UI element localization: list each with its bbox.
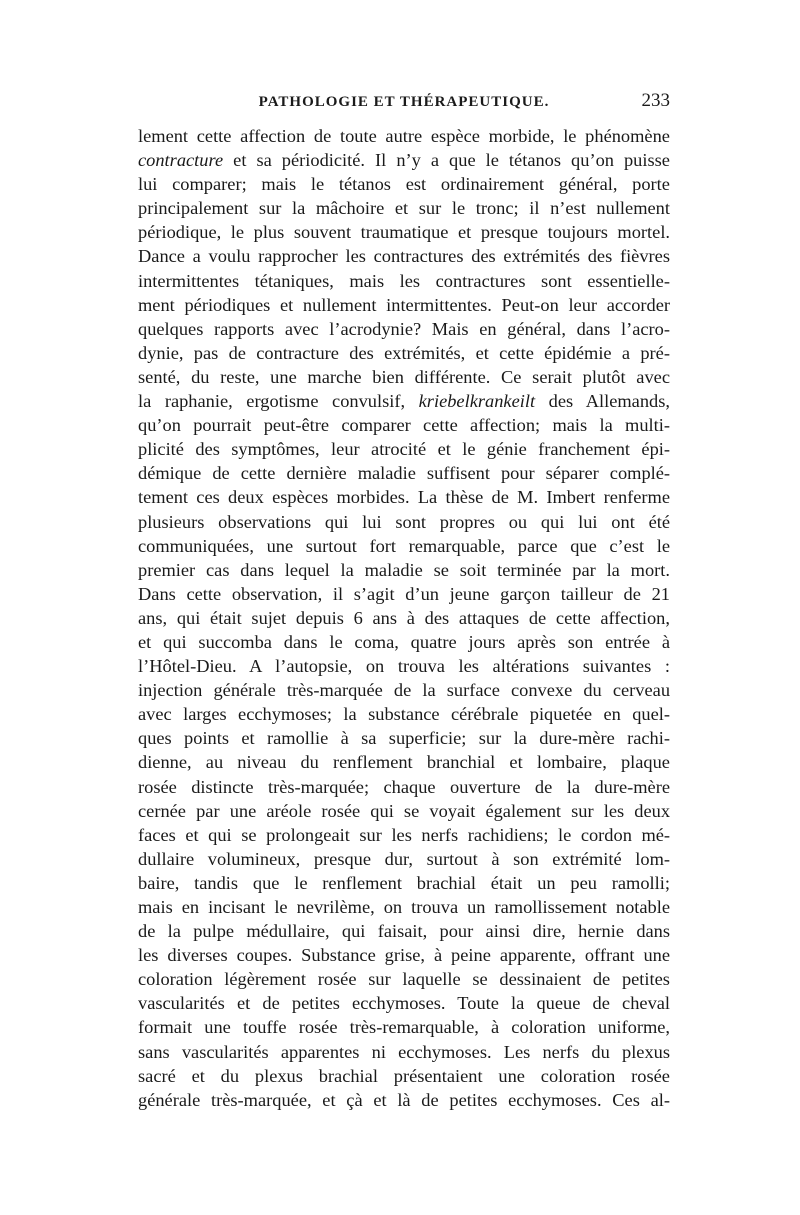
text-segment: Dance a voulu rapprocher les contractures des extrémités des fièvres [138, 246, 670, 267]
text-segment: senté, du reste, une marche bien différente. Ce serait plutôt avec [138, 366, 670, 387]
text-segment: vascularités et de petites ecchymoses. Toute la queue de cheval [138, 993, 671, 1014]
text-line [138, 799, 670, 823]
text-segment: Dans cette observation, il s’agit d’un jeune garçon tailleur de 21 [138, 583, 670, 604]
text-line [138, 124, 670, 148]
text-line [138, 678, 670, 702]
page-number: 233 [641, 90, 670, 111]
text-segment: sacré et du plexus brachial présentaient une coloration rosée [138, 1065, 670, 1086]
text-line [138, 606, 670, 630]
text-segment: cernée par une aréole rosée qui se voyait également sur les deux [138, 800, 671, 821]
italic-text: contracture [138, 150, 224, 171]
text-line [138, 196, 670, 220]
text-line [138, 244, 670, 268]
text-line [138, 823, 670, 847]
text-line [138, 1040, 670, 1064]
text-segment: la raphanie, ergotisme convulsif, [138, 391, 419, 412]
text-segment: communiquées, une surtout fort remarquable, parce que c’est le [138, 535, 670, 556]
text-line [138, 389, 670, 413]
text-line [138, 750, 670, 774]
text-segment: coloration légèrement rosée sur laquelle se dessinaient de petites [138, 969, 670, 990]
text-segment: plusieurs observations qui lui sont propres ou qui lui ont été [138, 511, 671, 532]
text-line [138, 413, 670, 437]
text-line [138, 341, 670, 365]
text-segment: baire, tandis que le renflement brachial était un peu ramolli; [138, 872, 670, 893]
text-line [138, 534, 670, 558]
text-line [138, 510, 670, 534]
text-line [138, 437, 670, 461]
text-line [138, 148, 670, 172]
book-page [138, 90, 671, 1112]
text-line [138, 1088, 670, 1112]
body-text [138, 124, 670, 1112]
text-segment: des Allemands, [535, 391, 670, 412]
text-segment: principalement sur la mâchoire et sur le tronc; il n’est nullement [138, 198, 670, 219]
text-line [138, 582, 670, 606]
text-line [138, 172, 670, 196]
text-segment: avec larges ecchymoses; la substance cérébrale piquetée en quel- [138, 704, 670, 725]
text-line [138, 726, 670, 750]
text-segment: lui comparer; mais le tétanos est ordinairement général, porte [138, 174, 670, 195]
text-segment: ans, qui était sujet depuis 6 ans à des attaques de cette affection, [138, 607, 670, 628]
text-segment: plicité des symptômes, leur atrocité et le génie franchement épi- [138, 439, 671, 460]
text-segment: et qui succomba dans le coma, quatre jours après son entrée à [138, 631, 670, 652]
italic-text: kriebelkrankeilt [418, 391, 536, 412]
text-line [138, 317, 670, 341]
text-segment: et sa périodicité. Il n’y a que le tétanos qu’on puisse [223, 150, 670, 171]
text-line [138, 293, 670, 317]
text-segment: mais en incisant le nevrilème, on trouva un ramollissement notable [138, 897, 671, 917]
text-line [138, 630, 670, 654]
running-header [138, 90, 670, 124]
text-line [138, 220, 670, 244]
text-segment: tement ces deux espèces morbides. La thèse de M. Imbert renferme [138, 487, 671, 508]
text-line [138, 991, 670, 1015]
text-line [138, 702, 670, 726]
text-segment: faces et qui se prolongeait sur les nerfs rachidiens; le cordon mé- [138, 824, 671, 845]
text-segment: sans vascularités apparentes ni ecchymoses. Les nerfs du plexus [138, 1041, 671, 1062]
text-segment: formait une touffe rosée très-remarquable, à coloration uniforme, [138, 1017, 671, 1038]
text-segment: dynie, pas de contracture des extrémités, et cette épidémie a pré- [138, 342, 670, 363]
text-line [138, 558, 670, 582]
text-line [138, 365, 670, 389]
text-line [138, 847, 670, 871]
text-segment: intermittentes tétaniques, mais les contractures sont essentielle- [138, 270, 670, 291]
running-title: PATHOLOGIE ET THÉRAPEUTIQUE. [258, 94, 550, 110]
text-segment: lement cette affection de toute autre espèce morbide, le phénomène [138, 126, 670, 146]
text-segment: premier cas dans lequel la maladie se soit terminée par la mort. [138, 559, 670, 580]
text-segment: injection générale très-marquée de la surface convexe du cerveau [138, 680, 671, 701]
text-segment: rosée distincte très-marquée; chaque ouverture de la dure-mère [138, 776, 670, 797]
text-segment: de la pulpe médullaire, qui faisait, pour ainsi dire, hernie dans [138, 921, 671, 942]
text-line [138, 871, 670, 895]
text-line [138, 967, 670, 991]
text-line [138, 943, 670, 967]
text-segment: les diverses coupes. Substance grise, à peine apparente, offrant une [138, 945, 671, 966]
text-line [138, 269, 670, 293]
text-line [138, 775, 670, 799]
text-segment: ment périodiques et nullement intermittentes. Peut-on leur accorder [138, 294, 671, 315]
text-segment: générale très-marquée, et çà et là de petites ecchymoses. Ces al- [138, 1089, 670, 1110]
text-segment: ques points et ramollie à sa superficie; sur la dure-mère rachi- [138, 728, 670, 749]
text-line [138, 461, 670, 485]
text-segment: qu’on pourrait peut-être comparer cette affection; mais la multi- [138, 415, 670, 436]
text-segment: quelques rapports avec l’acrodynie? Mais en général, dans l’acro- [138, 318, 670, 339]
text-segment: dullaire volumineux, presque dur, surtout à son extrémité lom- [138, 848, 671, 869]
text-segment: dienne, au niveau du renflement branchial et lombaire, plaque [138, 752, 670, 773]
text-line [138, 485, 670, 509]
text-line [138, 654, 670, 678]
text-segment: périodique, le plus souvent traumatique et presque toujours mortel. [138, 222, 671, 243]
text-segment: démique de cette dernière maladie suffisent pour séparer complé- [138, 463, 671, 484]
text-segment: l’Hôtel-Dieu. A l’autopsie, on trouva les altérations suivantes : [138, 656, 670, 677]
text-line [138, 895, 670, 919]
text-line [138, 1015, 670, 1039]
text-line [138, 1064, 670, 1088]
text-line [138, 919, 670, 943]
